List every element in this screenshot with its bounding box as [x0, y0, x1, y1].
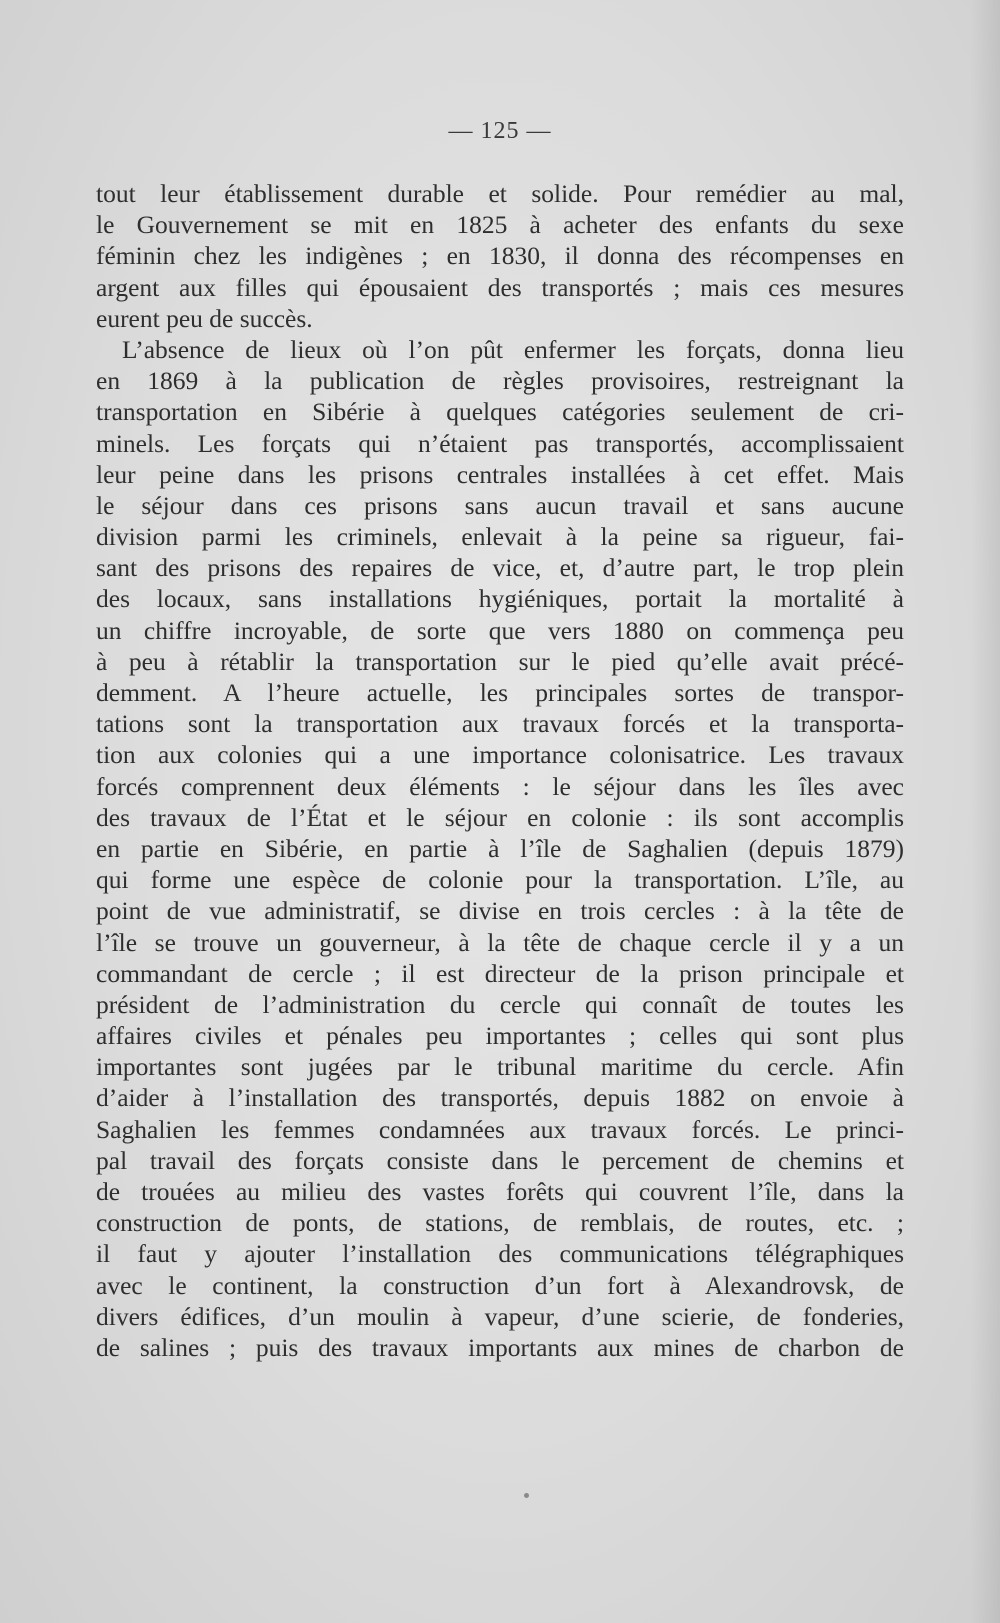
page-number: — 125 — — [448, 118, 552, 144]
text-line: commandant de cercle ; il est directeur de la prison principale et — [96, 958, 904, 988]
text-line: forcés comprennent deux éléments : le séjour dans les îles avec — [96, 771, 904, 801]
text-line: eurent peu de succès. — [96, 303, 313, 333]
text-line: à peu à rétablir la transportation sur le pied qu’elle avait précé- — [96, 646, 904, 676]
text-line: transportation en Sibérie à quelques catégories seulement de cri- — [96, 397, 904, 427]
text-line: des travaux de l’État et le séjour en colonie : ils sont accomplis — [96, 802, 904, 832]
text-line: l’île se trouve un gouverneur, à la tête de chaque cercle il y a un — [96, 927, 904, 957]
text-line: qui forme une espèce de colonie pour la transportation. L’île, au — [96, 865, 904, 895]
text-line: divers édifices, d’un moulin à vapeur, d’une scierie, de fonderies, — [96, 1301, 904, 1331]
text-line: affaires civiles et pénales peu importantes ; celles qui sont plus — [96, 1021, 904, 1051]
text-line: tion aux colonies qui a une importance colonisatrice. Les travaux — [96, 740, 904, 770]
text-line: de trouées au milieu des vastes forêts qui couvrent l’île, dans la — [96, 1177, 904, 1206]
text-line: un chiffre incroyable, de sorte que vers 1880 on commença peu — [96, 615, 904, 645]
text-line: il faut y ajouter l’installation des communications télégraphiques — [96, 1239, 904, 1269]
text-line: le Gouvernement se mit en 1825 à acheter des enfants du sexe — [96, 210, 904, 240]
text-line: sant des prisons des repaires de vice, et, d’autre part, le trop plein — [96, 553, 904, 583]
text-line: L’absence de lieux où l’on pût enfermer les forçats, donna lieu — [122, 334, 904, 364]
text-line: leur peine dans les prisons centrales installées à cet effet. Mais — [96, 459, 904, 489]
text-line: en partie en Sibérie, en partie à l’île de Saghalien (depuis 1879) — [96, 833, 904, 863]
body-text — [96, 178, 904, 1363]
text-line: avec le continent, la construction d’un fort à Alexandrovsk, de — [96, 1270, 904, 1300]
text-line: importantes sont jugées par le tribunal maritime du cercle. Afin — [96, 1052, 904, 1082]
text-line: en 1869 à la publication de règles provisoires, restreignant la — [96, 366, 904, 396]
text-line: division parmi les criminels, enlevait à la peine sa rigueur, fai- — [96, 522, 904, 552]
text-line: d’aider à l’installation des transportés, depuis 1882 on envoie à — [96, 1083, 904, 1113]
text-line: argent aux filles qui épousaient des transportés ; mais ces mesures — [96, 272, 904, 302]
text-line: Saghalien les femmes condamnées aux travaux forcés. Le princi- — [96, 1114, 904, 1144]
text-line: le séjour dans ces prisons sans aucun travail et sans aucune — [96, 490, 904, 520]
text-line: minels. Les forçats qui n’étaient pas transportés, accomplissaient — [96, 428, 904, 458]
text-line: demment. A l’heure actuelle, les principales sortes de transpor- — [96, 678, 904, 707]
text-line: point de vue administratif, se divise en trois cercles : à la tête de — [96, 896, 904, 926]
page-edge-shadow — [970, 0, 1000, 1623]
text-line: de salines ; puis des travaux importants aux mines de charbon de — [96, 1332, 904, 1362]
text-line: pal travail des forçats consiste dans le percement de chemins et — [96, 1145, 904, 1175]
text-line: féminin chez les indigènes ; en 1830, il donna des récompenses en — [96, 241, 904, 271]
text-line: des locaux, sans installations hygiéniques, portait la mortalité à — [96, 584, 904, 614]
text-line: tations sont la transportation aux travaux forcés et la transporta- — [96, 709, 904, 739]
text-line: président de l’administration du cercle qui connaît de toutes les — [96, 989, 904, 1019]
text-line: tout leur établissement durable et solide. Pour remédier au mal, — [96, 179, 904, 208]
text-line: construction de ponts, de stations, de remblais, de routes, etc. ; — [96, 1208, 904, 1238]
paper-speck — [524, 1493, 529, 1498]
